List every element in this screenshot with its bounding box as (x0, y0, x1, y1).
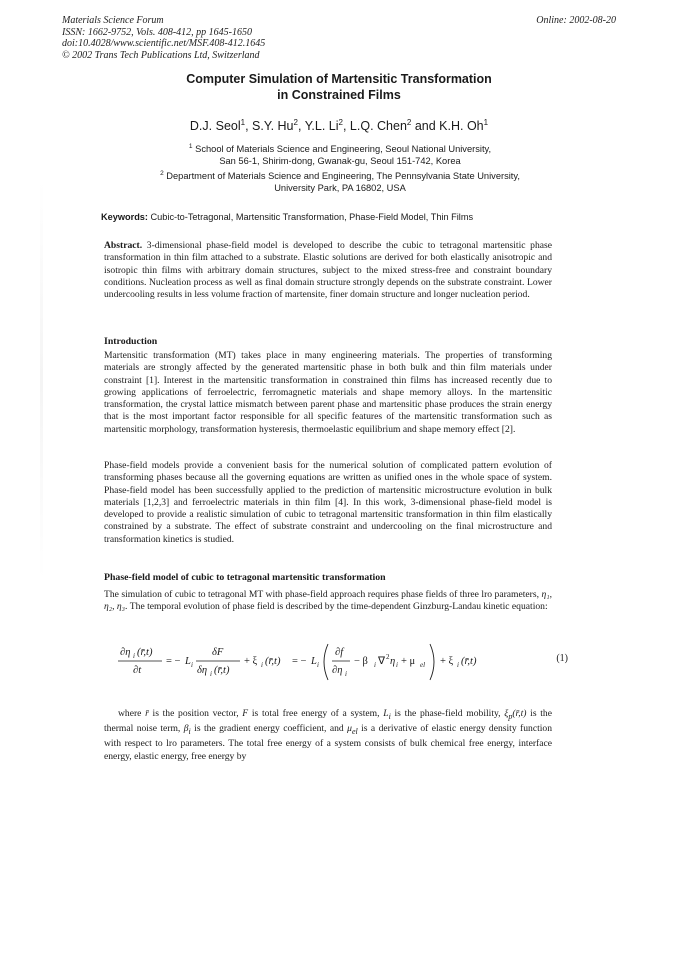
affiliation-2 (110, 168, 570, 194)
affiliation-line: School of Materials Science and Engineering, Seoul National University, (195, 144, 492, 155)
svg-text:i: i (396, 661, 398, 669)
symbol-char: β (183, 723, 189, 735)
svg-text:∂f: ∂f (335, 647, 344, 658)
symbol-mobility (383, 708, 391, 719)
svg-text:i: i (210, 670, 212, 678)
symbol-subscript: el (351, 727, 358, 737)
svg-text:i: i (191, 661, 193, 669)
svg-text:i: i (317, 661, 319, 669)
svg-text:∂t: ∂t (133, 665, 142, 676)
svg-text:+ ξ: + ξ (440, 656, 454, 667)
scan-shading (40, 180, 43, 580)
affiliation-number: 1 (188, 143, 193, 150)
svg-text:(r̄,t): (r̄,t) (265, 656, 281, 667)
svg-text:∂η: ∂η (332, 665, 343, 676)
svg-text:∂η: ∂η (120, 647, 131, 658)
svg-text:L: L (311, 656, 317, 667)
svg-text:(r̄,t): (r̄,t) (461, 656, 477, 667)
symbol-char: μ (347, 723, 352, 735)
keywords-label: Keywords: (101, 212, 148, 222)
author: K.H. Oh (439, 119, 484, 134)
symbol-char: L (383, 708, 389, 719)
symbol-position-vector: r̄ (145, 708, 149, 719)
svg-text:+ ξ: + ξ (244, 656, 258, 667)
svg-text:L: L (185, 656, 191, 667)
journal-name: Materials Science Forum (62, 15, 164, 26)
issn-line: ISSN: 1662-9752, Vols. 408-412, pp 1645-1650 (62, 26, 252, 38)
svg-text:∇: ∇ (378, 656, 386, 667)
svg-text:(r̄,t): (r̄,t) (214, 665, 230, 676)
where-paragraph (104, 708, 552, 763)
paragraph-text: is the phase-field mobility, (394, 708, 501, 719)
author-affiliation-mark: 2 (338, 118, 343, 127)
journal-header (62, 15, 265, 61)
title-line-1: Computer Simulation of Martensitic Transformation (186, 72, 492, 86)
online-date: Online: 2002-08-20 (536, 15, 616, 26)
keywords-text: Cubic-to-Tetragonal, Martensitic Transformation, Phase-Field Model, Thin Films (150, 212, 474, 222)
symbol-subscript: i (388, 711, 391, 721)
author-affiliation-mark: 2 (293, 118, 298, 127)
intro-paragraph-2: Phase-field models provide a convenient basis for the numerical solution of complicated pattern evolution of transforming phases because all the governing equations are written as unified ones in the whole space of system. Phase-field model has been successfully applied to the prediction of martensitic microstructure evolution in bulk materials [1,2,3] and ferroelectric materials in thin film [4]. In this work, 3-dimensional phase-field model is developed to provide a realistic simulation of cubic to tetragonal martensitic transformation in thin film elastically constrained by a substrate. The effect of substrate constraint and undercooling on the final microstructure and transformation kinetics is studied. (104, 460, 552, 545)
author: L.Q. Chen (349, 119, 407, 134)
section-heading-introduction: Introduction (104, 336, 158, 347)
svg-text:i: i (261, 661, 263, 669)
paragraph-text: where (118, 708, 142, 719)
paragraph-text: is total free energy of a system, (251, 708, 380, 719)
symbol-subscript: p (508, 711, 513, 721)
affiliation-line: University Park, PA 16802, USA (274, 183, 406, 194)
svg-text:(r̄,t): (r̄,t) (137, 647, 153, 658)
svg-text:2: 2 (386, 653, 390, 661)
title-line-2: in Constrained Films (277, 88, 401, 102)
author-list: D.J. Seol$^1$, S.Y. Hu$^2$, Y.L. Li$^2$, L.Q. Chen$^2$ and K.H. Oh$^1$ (189, 118, 489, 134)
copyright-line: © 2002 Trans Tech Publications Ltd, Switzerland (62, 49, 260, 61)
symbol-elastic-derivative (347, 723, 358, 737)
svg-text:= −: = − (166, 656, 181, 667)
affiliation-line: San 56-1, Shirim-dong, Gwanak-gu, Seoul 151-742, Korea (219, 156, 461, 167)
affiliation-line: Department of Materials Science and Engineering, The Pennsylvania State University, (166, 171, 520, 182)
svg-text:i: i (133, 652, 135, 660)
paragraph-text: is the thermal noise term, (104, 708, 552, 735)
intro-paragraph-1: Martensitic transformation (MT) takes place in many engineering materials. The properties of transforming materials are strongly affected by the generated martensitic phase in both bulk and thin film materials under constraint [1]. Interest in the martensitic transformation in constrained thin films has increased recently due to growing applications of ferroelectric, ferromagnetic materials and shape memory alloys. In the martensitic transformation, the crystal lattice mismatch between parent phase and martensitic phase produces the strain energy that is the most important factor responsible for all specific features of the martensitic transformation such as martensitic morphology, transformation hysteresis, thermoelastic equilibrium and shape memory effect [2]. (104, 350, 552, 435)
svg-text:+ μ: + μ (401, 656, 416, 667)
equation-number: (1) (556, 653, 568, 664)
author-affiliation-mark: 1 (240, 118, 246, 127)
symbol-gradient-coefficient (183, 723, 191, 737)
svg-text:= −: = − (292, 656, 307, 667)
svg-text:δη: δη (197, 665, 208, 676)
abstract (104, 240, 552, 301)
paper-title (100, 71, 578, 103)
svg-text:i: i (457, 661, 459, 669)
paragraph-text: . The temporal evolution of phase field is described by the time-dependent Ginzburg-Landau kinetic equation: (125, 601, 548, 613)
lro-parameters: η₁, η₂, η₃ (104, 589, 552, 613)
svg-text:− β: − β (354, 656, 368, 667)
symbol-char: ξ (504, 708, 509, 719)
author: D.J. Seol (189, 119, 241, 134)
symbol-noise (504, 708, 526, 719)
affiliation-1 (110, 141, 570, 167)
svg-text:i: i (345, 670, 347, 678)
abstract-label: Abstract. (104, 240, 143, 251)
doi-line: doi:10.4028/www.scientific.net/MSF.408-412.1645 (62, 38, 266, 49)
svg-text:η: η (390, 656, 396, 667)
svg-text:i: i (374, 661, 376, 669)
symbol-free-energy: F (242, 708, 249, 719)
paragraph-text: is the position vector, (152, 708, 239, 719)
paragraph-text: is a derivative of elastic energy density function with respect to lro parameters. The total free energy of a system consists of bulk chemical free energy, interface energy, elastic energy, free energy by (104, 723, 553, 762)
phase-field-paragraph (104, 589, 552, 614)
svg-text:δF: δF (212, 647, 224, 658)
author-affiliation-mark: 1 (483, 118, 489, 127)
abstract-text: 3-dimensional phase-field model is developed to describe the cubic to tetragonal martensitic phase transformation in thin film attached to a substrate. Elastic solutions are derived for both elastically anisotropic and isotropic thin films with arbitrary domain structures, subject to the mixed stress-free and constraint boundary conditions. Nucleation process as well as final domain structure strongly depends on the substrate constraint. Lower undercooling results in less volume fraction of martensite, finer domain structure and longer nucleation period. (104, 240, 552, 301)
equation-graphic (118, 640, 538, 688)
section-heading-phase-field: Phase-field model of cubic to tetragonal martensitic transformation (104, 572, 386, 583)
keywords (101, 212, 473, 222)
author: S.Y. Hu (252, 119, 294, 134)
svg-text:el: el (420, 661, 426, 669)
symbol-argument: (r̄,t) (512, 708, 527, 719)
author: Y.L. Li (304, 119, 339, 134)
author-affiliation-mark: 2 (406, 118, 412, 127)
paragraph-text: is the gradient energy coefficient, and (194, 723, 344, 735)
paragraph-text: The simulation of cubic to tetragonal MT with phase-field approach requires phase fields of three lro parameters, (104, 589, 540, 600)
affiliation-number: 2 (160, 170, 164, 177)
symbol-subscript: i (188, 727, 191, 737)
equation-1 (118, 640, 568, 688)
